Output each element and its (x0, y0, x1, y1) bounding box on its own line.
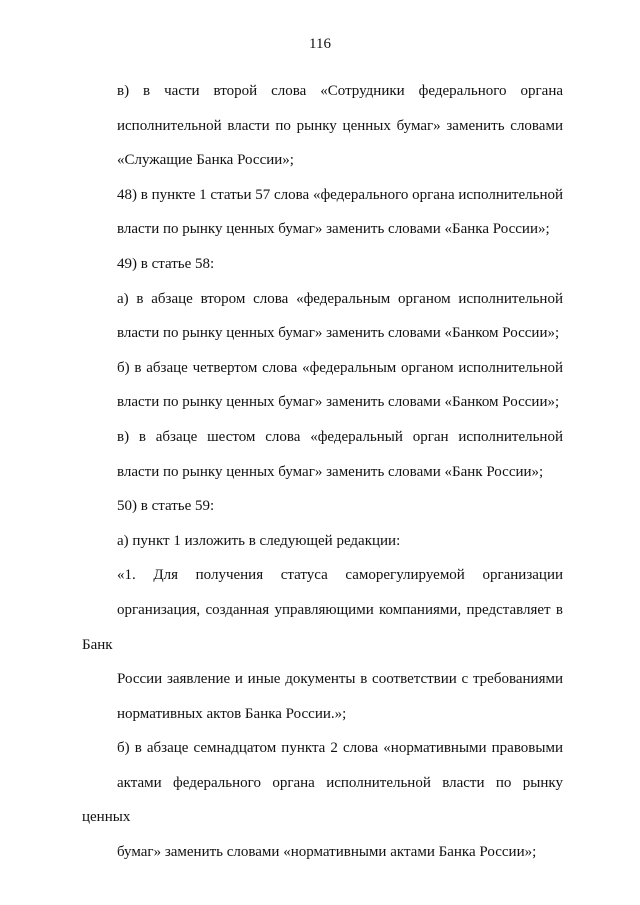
text-line: 48) в пункте 1 статьи 57 слова «федерального органа исполнительной (117, 186, 563, 203)
text-line: а) пункт 1 изложить в следующей редакции: (117, 532, 401, 549)
text-line: России заявление и иные документы в соответствии с требованиями (117, 671, 563, 688)
text-line: 50) в статье 59: (117, 498, 215, 515)
text-line: бумаг» заменить словами «нормативными актами Банка России»; (117, 844, 537, 861)
paragraph (82, 420, 563, 489)
paragraph (82, 558, 563, 731)
paragraph (82, 489, 563, 524)
paragraph (82, 74, 563, 178)
text-line: власти по рынку ценных бумаг» заменить словами «Банк России»; (117, 463, 544, 480)
text-line: исполнительной власти по рынку ценных бумаг» заменить словами (117, 117, 563, 134)
text-line: «Служащие Банка России»; (117, 152, 294, 169)
paragraph (82, 731, 563, 869)
text-line: б) в абзаце семнадцатом пункта 2 слова «нормативными правовыми (117, 740, 563, 757)
document-body (82, 74, 563, 870)
text-line: власти по рынку ценных бумаг» заменить словами «Банком России»; (117, 394, 560, 411)
text-line: б) в абзаце четвертом слова «федеральным органом исполнительной (117, 359, 563, 376)
text-line: организация, созданная управляющими компаниями, представляет в Банк (82, 601, 563, 653)
paragraph (82, 351, 563, 420)
text-line: власти по рынку ценных бумаг» заменить словами «Банком России»; (117, 325, 560, 342)
text-line: в) в части второй слова «Сотрудники федерального органа (117, 83, 563, 99)
paragraph (82, 524, 563, 559)
paragraph (82, 282, 563, 351)
text-line: власти по рынку ценных бумаг» заменить словами «Банка России»; (117, 221, 550, 238)
text-line: в) в абзаце шестом слова «федеральный орган исполнительной (117, 428, 563, 445)
text-line: актами федерального органа исполнительной власти по рынку ценных (82, 774, 563, 826)
paragraph (82, 247, 563, 282)
text-line: «1. Для получения статуса саморегулируемой организации (117, 567, 563, 584)
text-line: нормативных актов Банка России.»; (117, 705, 347, 722)
page-number: 116 (309, 36, 331, 52)
text-line: 49) в статье 58: (117, 255, 215, 272)
paragraph (82, 178, 563, 247)
text-line: а) в абзаце втором слова «федеральным органом исполнительной (117, 290, 563, 307)
